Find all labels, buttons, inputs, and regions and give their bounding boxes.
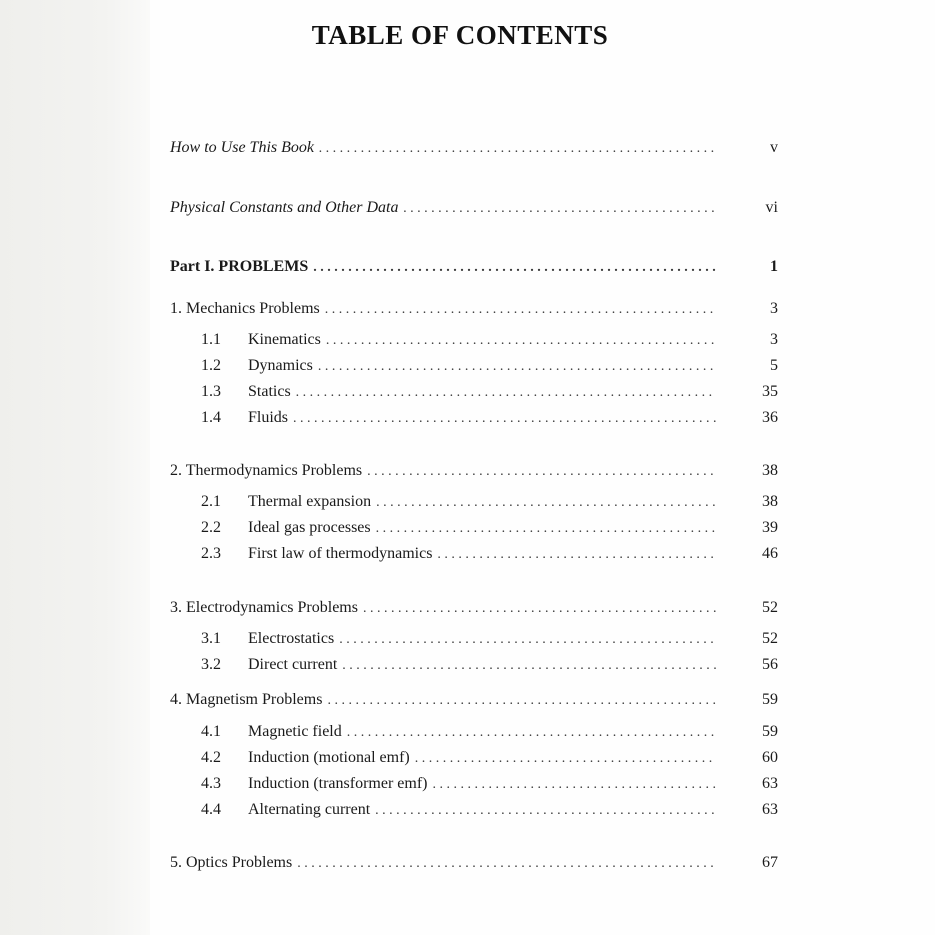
- toc-section-number: 1.1: [201, 331, 221, 348]
- toc-page-number: 60: [762, 749, 778, 766]
- toc-page-number: 5: [770, 357, 778, 374]
- dot-leader: [415, 748, 716, 770]
- toc-chapter-label: 2. Thermodynamics Problems: [170, 462, 363, 479]
- toc-section-label: Magnetic field: [248, 723, 342, 740]
- toc-page-number: 3: [770, 331, 778, 348]
- toc-section[interactable]: [201, 628, 722, 650]
- toc-section-label: Ideal gas processes: [248, 519, 371, 536]
- toc-section-label: Kinematics: [248, 331, 321, 348]
- dot-leader: [326, 330, 716, 352]
- toc-page-number: 56: [762, 656, 778, 673]
- toc-section-label: Thermal expansion: [248, 493, 372, 510]
- toc-page-number: 35: [762, 383, 778, 400]
- dot-leader: [318, 356, 716, 378]
- toc-page-number: 3: [770, 300, 778, 317]
- toc-section-label: Alternating current: [248, 801, 371, 818]
- toc-section-label: Fluids: [248, 409, 289, 426]
- dot-leader: [313, 257, 716, 279]
- toc-chapter-magnetism[interactable]: [170, 689, 722, 711]
- toc-chapter-label: 4. Magnetism Problems: [170, 691, 323, 708]
- toc-section-number: 3.2: [201, 656, 221, 673]
- toc-entry-label: Physical Constants and Other Data: [170, 199, 399, 216]
- dot-leader: [403, 198, 716, 220]
- scan-margin-shade: [0, 0, 150, 935]
- dot-leader: [363, 598, 716, 620]
- toc-section-number: 1.4: [201, 409, 221, 426]
- dot-leader: [325, 299, 716, 321]
- toc-section[interactable]: [201, 355, 722, 377]
- toc-page-number: 1: [770, 258, 778, 275]
- toc-section-number: 2.2: [201, 519, 221, 536]
- dot-leader: [367, 461, 716, 483]
- toc-chapter-label: 1. Mechanics Problems: [170, 300, 320, 317]
- toc-section[interactable]: [201, 329, 722, 351]
- toc-section-label: Statics: [248, 383, 291, 400]
- toc-section-label: Electrostatics: [248, 630, 335, 647]
- toc-section-number: 4.4: [201, 801, 221, 818]
- toc-page-number: 38: [762, 493, 778, 510]
- toc-section[interactable]: [201, 799, 722, 821]
- toc-section-number: 4.3: [201, 775, 221, 792]
- toc-entry-label: Part I. PROBLEMS: [170, 258, 309, 275]
- toc-page-number: 38: [762, 462, 778, 479]
- toc-page-number: 46: [762, 545, 778, 562]
- dot-leader: [339, 629, 716, 651]
- dot-leader: [327, 690, 716, 712]
- toc-section[interactable]: [201, 654, 722, 676]
- toc-section[interactable]: [201, 721, 722, 743]
- toc-section[interactable]: [201, 381, 722, 403]
- dot-leader: [375, 800, 716, 822]
- toc-chapter-electrodynamics[interactable]: [170, 597, 722, 619]
- toc-section-label: Dynamics: [248, 357, 313, 374]
- toc-section[interactable]: [201, 491, 722, 513]
- toc-entry-label: How to Use This Book: [170, 139, 314, 156]
- toc-page-number: 63: [762, 775, 778, 792]
- toc-entry-part-1[interactable]: [170, 256, 722, 278]
- toc-entry-how-to-use[interactable]: [170, 137, 722, 159]
- dot-leader: [297, 853, 716, 875]
- toc-section-number: 4.1: [201, 723, 221, 740]
- toc-chapter-label: 3. Electrodynamics Problems: [170, 599, 358, 616]
- toc-page-number: 67: [762, 854, 778, 871]
- toc-section[interactable]: [201, 773, 722, 795]
- page-title: TABLE OF CONTENTS: [311, 20, 609, 50]
- toc-entry-physical-constants[interactable]: [170, 197, 722, 219]
- toc-section-label: First law of thermodynamics: [248, 545, 433, 562]
- toc-section[interactable]: [201, 543, 722, 565]
- toc-page-number: 59: [762, 691, 778, 708]
- dot-leader: [376, 492, 716, 514]
- dot-leader: [319, 138, 716, 160]
- toc-page-number: 52: [762, 630, 778, 647]
- dot-leader: [376, 518, 716, 540]
- toc-page-number: 63: [762, 801, 778, 818]
- toc-section-number: 2.3: [201, 545, 221, 562]
- dot-leader: [342, 655, 716, 677]
- toc-section-number: 1.2: [201, 357, 221, 374]
- toc-page-number: vi: [765, 199, 778, 216]
- toc-chapter-thermodynamics[interactable]: [170, 460, 722, 482]
- toc-chapter-mechanics[interactable]: [170, 298, 722, 320]
- toc-section-label: Induction (transformer emf): [248, 775, 428, 792]
- dot-leader: [293, 408, 716, 430]
- toc-section-number: 4.2: [201, 749, 221, 766]
- toc-page-number: 39: [762, 519, 778, 536]
- toc-page-number: v: [770, 139, 778, 156]
- toc-page-number: 52: [762, 599, 778, 616]
- toc-section[interactable]: [201, 747, 722, 769]
- toc-page-number: 36: [762, 409, 778, 426]
- dot-leader: [437, 544, 716, 566]
- toc-section-label: Induction (motional emf): [248, 749, 410, 766]
- toc-section[interactable]: [201, 407, 722, 429]
- dot-leader: [347, 722, 716, 744]
- toc-section[interactable]: [201, 517, 722, 539]
- toc-section-number: 3.1: [201, 630, 221, 647]
- toc-section-label: Direct current: [248, 656, 338, 673]
- toc-chapter-optics[interactable]: [170, 852, 722, 874]
- toc-section-number: 1.3: [201, 383, 221, 400]
- toc-page-number: 59: [762, 723, 778, 740]
- toc-chapter-label: 5. Optics Problems: [170, 854, 293, 871]
- dot-leader: [296, 382, 716, 404]
- toc-section-number: 2.1: [201, 493, 221, 510]
- dot-leader: [432, 774, 716, 796]
